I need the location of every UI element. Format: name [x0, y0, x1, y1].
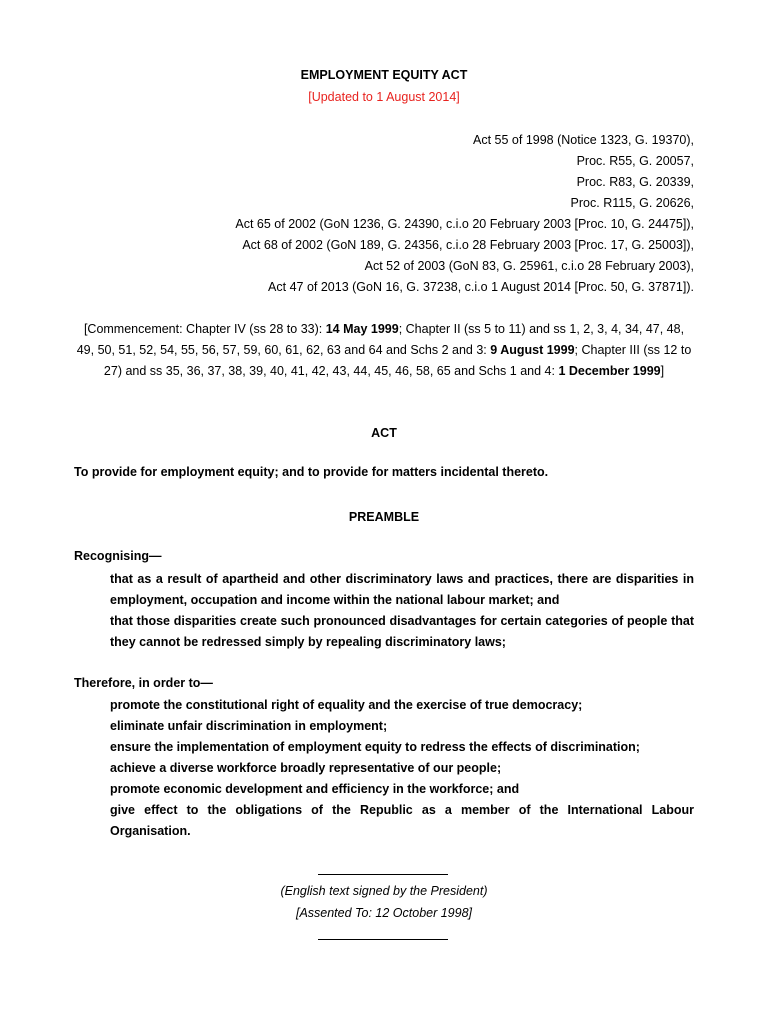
divider-line [318, 939, 448, 940]
divider-line [318, 874, 448, 875]
commencement-date: 1 December 1999 [558, 364, 661, 378]
preamble-heading: PREAMBLE [348, 510, 420, 524]
commencement-text: ] [660, 364, 665, 378]
long-title: To provide for employment equity; and to provide for matters incidental thereto. [74, 465, 549, 479]
preamble-clause: ensure the implementation of employment equity to redress the effects of discrimination; [110, 740, 640, 754]
commencement-date: 14 May 1999 [325, 322, 399, 336]
assented-note: [Assented To: 12 October 1998] [295, 906, 473, 920]
reference-line: Act 52 of 2003 (GoN 83, G. 25961, c.i.o 28 February 2003), [364, 259, 694, 273]
reference-line: Proc. R83, G. 20339, [576, 175, 694, 189]
reference-line: Act 55 of 1998 (Notice 1323, G. 19370), [473, 133, 694, 147]
preamble-clause: give effect to the obligations of the Republic as a member of the International Labour Organisation. [110, 803, 694, 838]
preamble-clause: that those disparities create such pronounced disadvantages for certain categories of people that they cannot be redressed simply by repealing discriminatory laws; [110, 614, 694, 649]
commencement-text: ; Chapter III (ss 12 to 27) and ss 35, 36, 37, 38, 39, 40, 41, 42, 43, 44, 45, 46, 58, 65 and Schs 1 and 4: [103, 343, 692, 378]
therefore-heading: Therefore, in order to— [74, 676, 213, 690]
signed-note: (English text signed by the President) [280, 884, 488, 898]
recognising-clauses [110, 569, 694, 653]
commencement-text: [Commencement: Chapter IV (ss 28 to 33): [83, 322, 326, 336]
reference-line: Act 47 of 2013 (GoN 16, G. 37238, c.i.o 1 August 2014 [Proc. 50, G. 37871]). [268, 280, 694, 294]
therefore-clauses [110, 695, 694, 842]
preamble-clause: promote economic development and efficiency in the workforce; and [110, 782, 520, 796]
reference-line: Act 65 of 2002 (GoN 1236, G. 24390, c.i.o 20 February 2003 [Proc. 10, G. 24475]), [235, 217, 694, 231]
reference-line: Act 68 of 2002 (GoN 189, G. 24356, c.i.o 28 February 2003 [Proc. 17, G. 25003]), [242, 238, 694, 252]
preamble-clause: achieve a diverse workforce broadly representative of our people; [110, 761, 502, 775]
document-title: EMPLOYMENT EQUITY ACT [300, 68, 468, 82]
reference-line: Proc. R55, G. 20057, [576, 154, 694, 168]
preamble-clause: promote the constitutional right of equality and the exercise of true democracy; [110, 698, 583, 712]
recognising-heading: Recognising— [74, 549, 162, 563]
legislation-references [235, 130, 694, 298]
commencement-date: 9 August 1999 [490, 343, 575, 357]
commencement-text: ; Chapter II (ss 5 to 11) and ss 1, 2, 3, 4, 34, 47, 48, 49, 50, 51, 52, 54, 55, 56, 57, 59, 60, 61, 62, 63 and 64 and Schs 2 and 3: [76, 322, 685, 357]
reference-line: Proc. R115, G. 20626, [570, 196, 694, 210]
commencement-note [74, 319, 694, 382]
preamble-clause: eliminate unfair discrimination in employment; [110, 719, 388, 733]
updated-note: [Updated to 1 August 2014] [308, 90, 460, 104]
act-heading: ACT [371, 426, 397, 440]
preamble-clause: that as a result of apartheid and other discriminatory laws and practices, there are disparities in employment, occupation and income within the national labour market; and [110, 572, 694, 607]
